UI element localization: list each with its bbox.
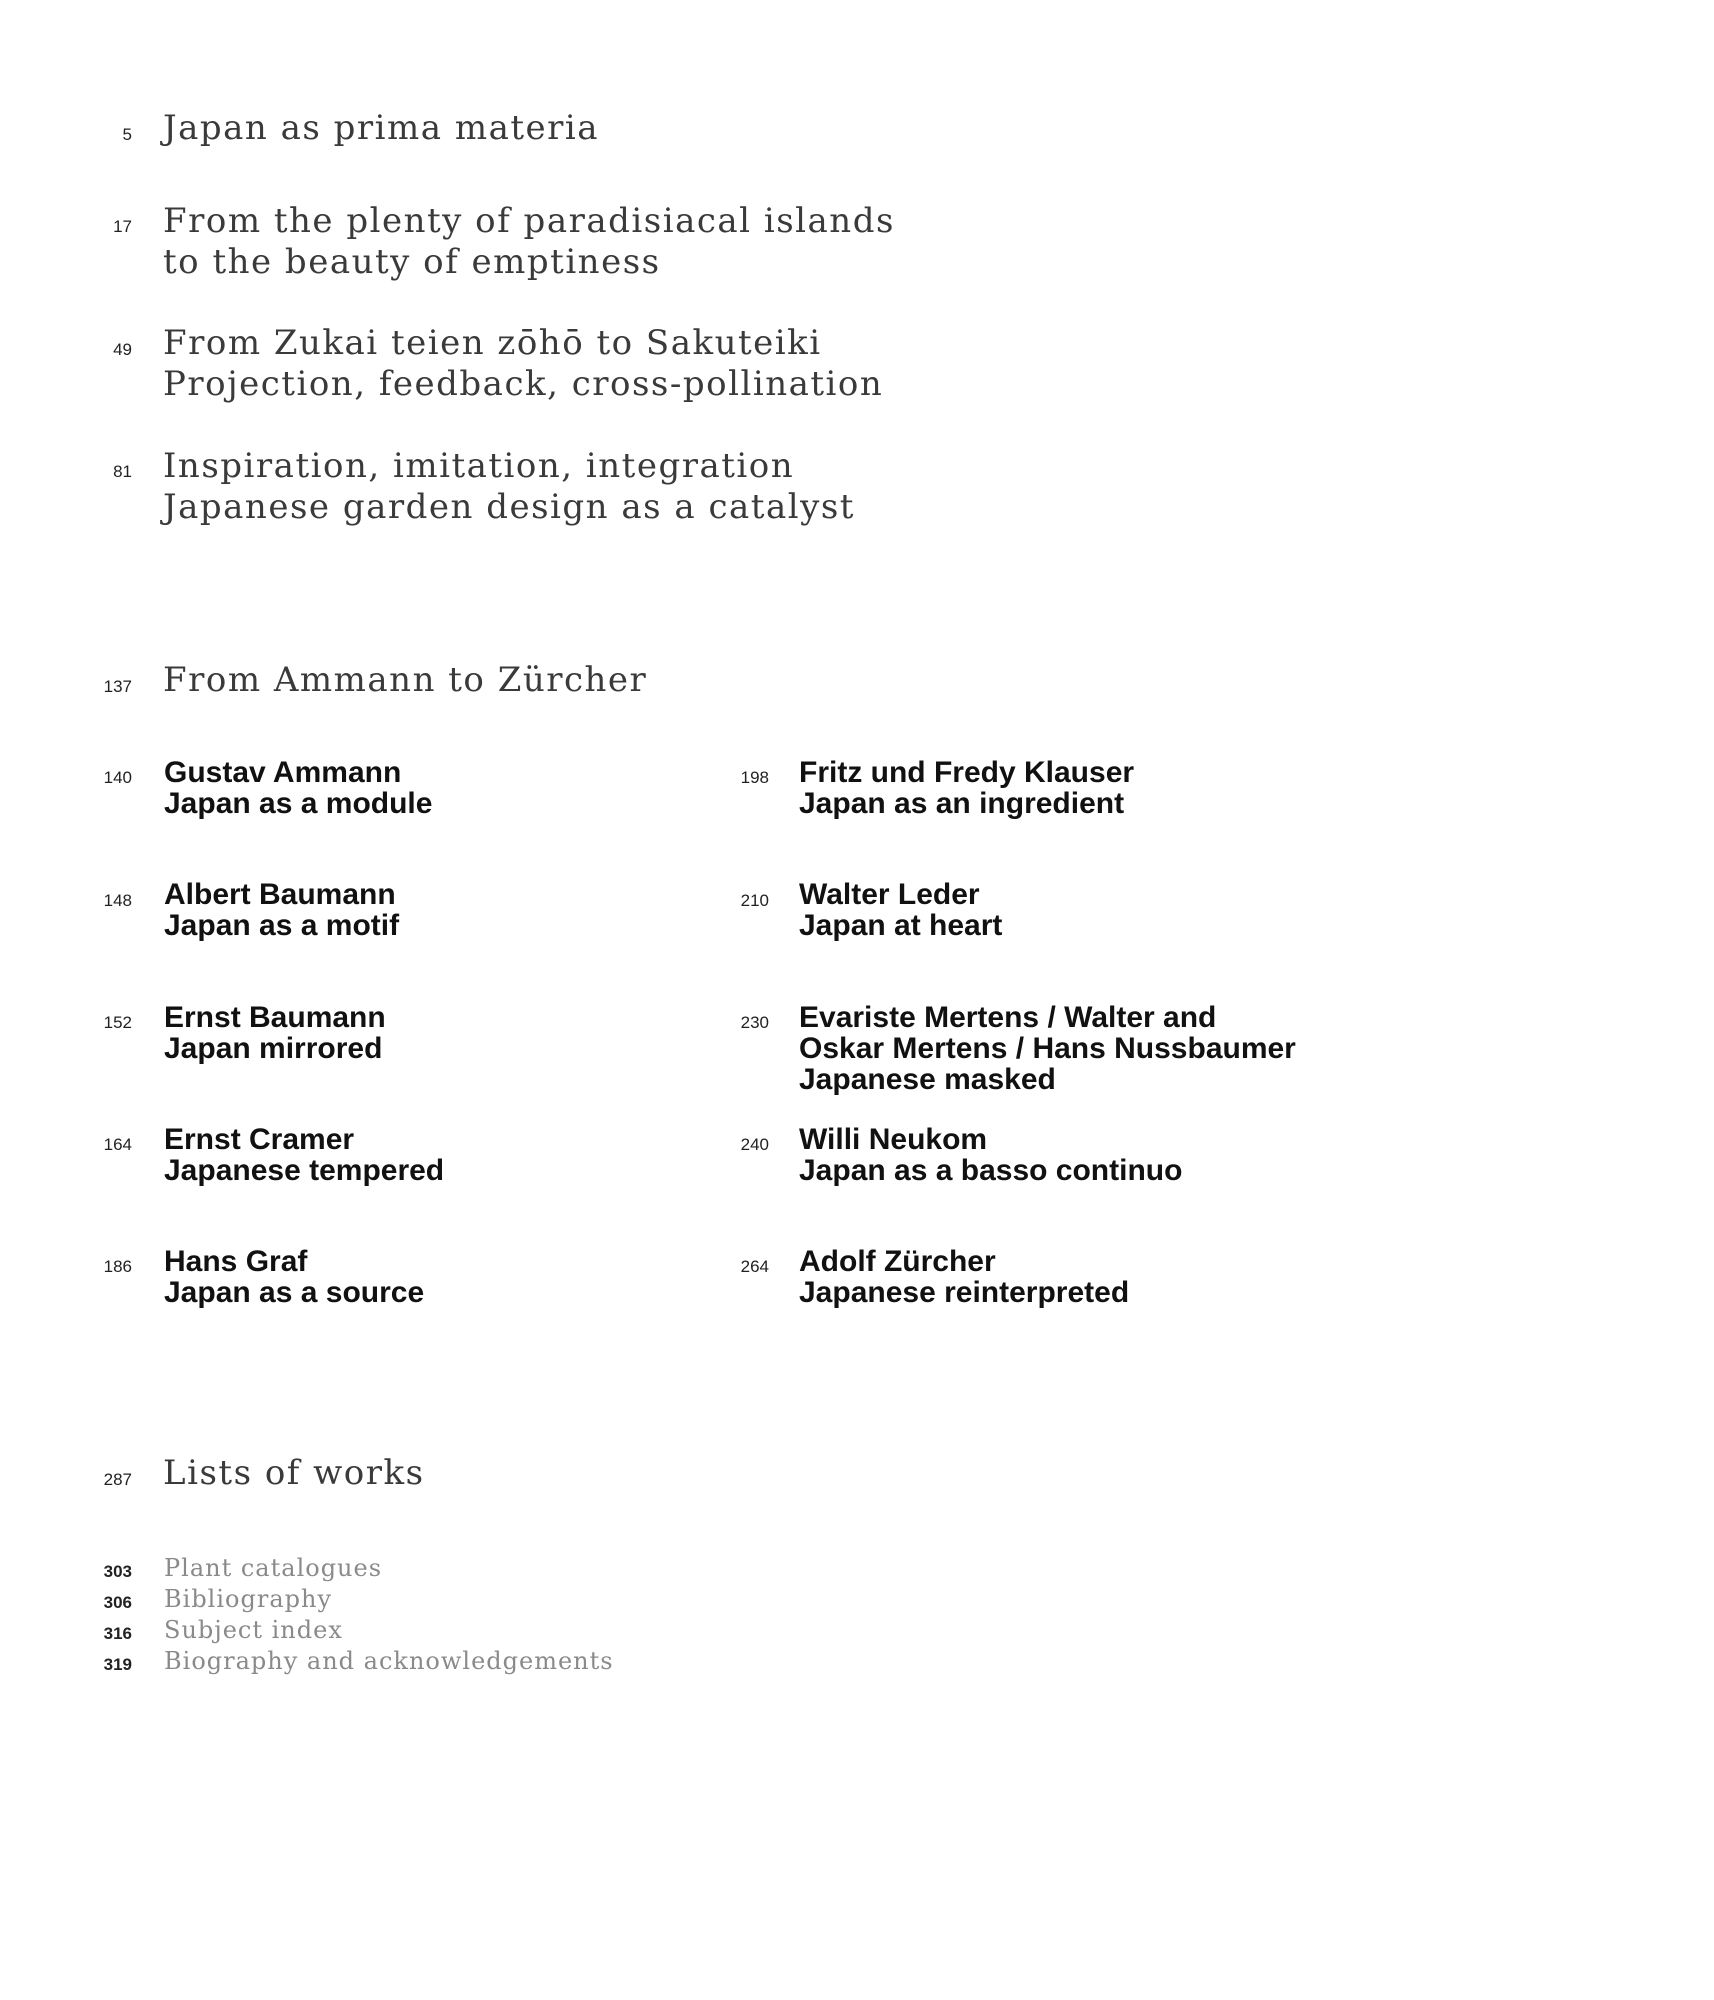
toc-page-number: 316 [103, 1624, 132, 1643]
designer-subtitle: Japan as a basso continuo [799, 1154, 1183, 1187]
toc-page-number: 81 [113, 462, 132, 481]
appendix-entry[interactable]: Bibliography [164, 1585, 332, 1613]
toc-page-number: 164 [103, 1135, 132, 1154]
designer-entry[interactable] [164, 879, 399, 941]
designer-name: Adolf Zürcher [799, 1245, 996, 1278]
designer-entry[interactable] [799, 757, 1134, 819]
appendix-entry[interactable]: Biography and acknowledgements [164, 1647, 614, 1675]
toc-entry-line: From the plenty of paradisiacal islands [163, 201, 895, 241]
designer-subtitle: Japan as an ingredient [799, 787, 1125, 820]
appendix-entry[interactable]: Plant catalogues [164, 1554, 383, 1582]
toc-page-number: 148 [103, 891, 132, 910]
designer-entry[interactable] [164, 1124, 444, 1186]
toc-entry[interactable] [163, 323, 883, 405]
toc-entry[interactable] [163, 108, 599, 149]
toc-page-number: 17 [113, 217, 132, 236]
toc-entry-line: Japan as prima materia [163, 108, 600, 148]
toc-page-number: 49 [113, 340, 132, 359]
toc-page-number: 186 [103, 1257, 132, 1276]
designer-subtitle: Japan at heart [799, 909, 1003, 942]
toc-page-number: 230 [740, 1013, 769, 1032]
section-heading-title: Lists of works [163, 1453, 425, 1493]
designer-entry[interactable] [164, 1002, 386, 1064]
designer-subtitle: Japan as a motif [164, 909, 400, 942]
designer-subtitle: Japanese masked [799, 1063, 1056, 1096]
toc-page-number: 198 [740, 768, 769, 787]
toc-page-number: 5 [122, 125, 132, 144]
toc-page-number: 210 [740, 891, 769, 910]
designer-name: Willi Neukom [799, 1123, 988, 1156]
designer-subtitle: Japan as a module [164, 787, 433, 820]
designer-entry[interactable] [164, 757, 432, 819]
designer-entry[interactable] [164, 1246, 424, 1308]
designer-entry[interactable] [799, 879, 1002, 941]
designer-name: Evariste Mertens / Walter and [799, 1001, 1217, 1034]
designer-name: Ernst Baumann [164, 1001, 386, 1034]
designer-entry[interactable] [799, 1246, 1129, 1308]
toc-entry-line: Japanese garden design as a catalyst [163, 487, 855, 527]
designer-name: Walter Leder [799, 878, 980, 911]
designer-name: Albert Baumann [164, 878, 396, 911]
toc-entry-line: From Zukai teien zōhō to Sakuteiki [163, 323, 822, 363]
toc-page-number: 140 [103, 768, 132, 787]
section-heading[interactable] [163, 660, 647, 701]
toc-page-number: 240 [740, 1135, 769, 1154]
toc-page-number: 306 [103, 1593, 132, 1612]
toc-entry[interactable] [163, 446, 855, 528]
designer-entry[interactable] [799, 1002, 1296, 1095]
toc-entry-line: Projection, feedback, cross-pollination [163, 364, 884, 404]
toc-entry-line: to the beauty of emptiness [163, 242, 661, 282]
designer-name: Gustav Ammann [164, 756, 402, 789]
toc-page-number: 303 [103, 1562, 132, 1581]
designer-subtitle: Japanese reinterpreted [799, 1276, 1130, 1309]
toc-entry[interactable] [163, 201, 895, 283]
section-heading[interactable] [163, 1453, 425, 1494]
toc-page-number: 287 [103, 1470, 132, 1489]
designer-name: Fritz und Fredy Klauser [799, 756, 1135, 789]
toc-page-number: 137 [103, 677, 132, 696]
designer-entry[interactable] [799, 1124, 1182, 1186]
appendix-entry[interactable]: Subject index [164, 1616, 343, 1644]
section-heading-title: From Ammann to Zürcher [163, 660, 648, 700]
toc-page-number: 319 [103, 1655, 132, 1674]
toc-page-number: 264 [740, 1257, 769, 1276]
designer-subtitle: Japanese tempered [164, 1154, 445, 1187]
designer-name: Hans Graf [164, 1245, 308, 1278]
toc-entry-line: Inspiration, imitation, integration [163, 446, 795, 486]
designer-name-continued: Oskar Mertens / Hans Nussbaumer [799, 1032, 1296, 1065]
toc-page-number: 152 [103, 1013, 132, 1032]
designer-subtitle: Japan as a source [164, 1276, 425, 1309]
designer-name: Ernst Cramer [164, 1123, 355, 1156]
designer-subtitle: Japan mirrored [164, 1032, 383, 1065]
